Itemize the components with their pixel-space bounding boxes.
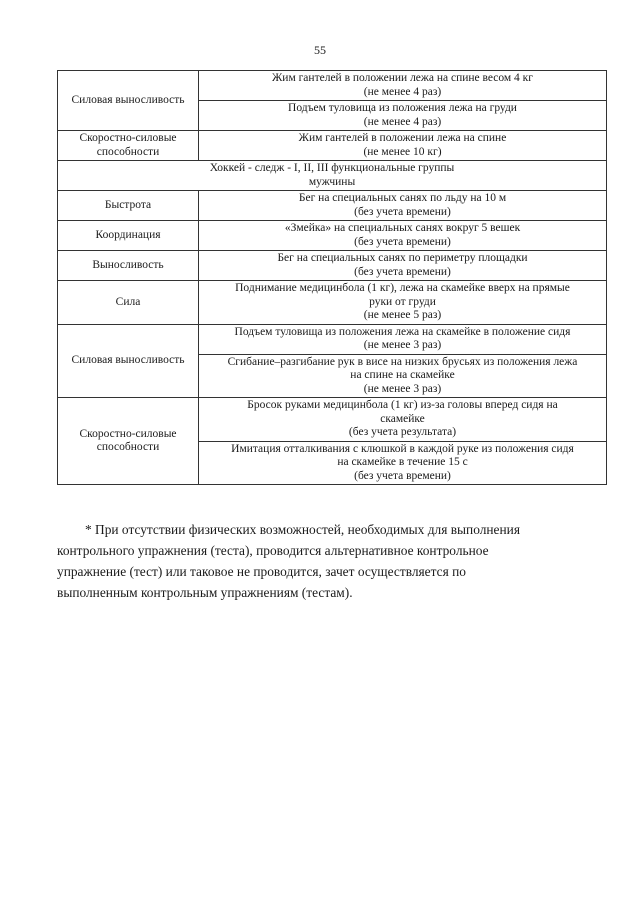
quality-category-line: Выносливость xyxy=(92,258,164,271)
quality-category-cell xyxy=(58,191,199,221)
exercise-cell xyxy=(199,354,607,398)
exercise-line: (не менее 4 раз) xyxy=(363,115,442,128)
table-row xyxy=(58,251,607,281)
quality-category-cell xyxy=(58,324,199,398)
quality-category-line: Силовая выносливость xyxy=(71,354,185,366)
exercise-line: Сгибание–разгибание рук в висе на низких брусьях из положения лежа xyxy=(227,355,578,368)
exercise-line: на спине на скамейке xyxy=(350,369,455,381)
page-number: 55 xyxy=(314,43,326,57)
quality-category-line: Быстрота xyxy=(104,198,152,211)
exercise-line: (без учета времени) xyxy=(354,235,451,248)
footnote-line: упражнение (тест) или таковое не проводится, зачет осуществляется по xyxy=(57,564,466,579)
table-row xyxy=(58,398,607,442)
exercise-line: (без учета времени) xyxy=(354,205,451,218)
section-heading-line: Хоккей - следж - I, II, III функциональные группы xyxy=(209,162,455,174)
section-heading xyxy=(58,161,607,191)
exercise-line: на скамейке в течение 15 с xyxy=(337,456,468,468)
table-row xyxy=(58,71,607,101)
quality-category-line: Силовая выносливость xyxy=(71,93,185,106)
exercise-line: (не менее 10 кг) xyxy=(363,145,442,158)
exercise-cell xyxy=(199,281,607,325)
standards-table xyxy=(57,70,607,485)
quality-category-line: Скоростно-силовые xyxy=(79,132,177,144)
quality-category-cell xyxy=(58,398,199,485)
exercise-line: Бег на специальных санях по периметру площадки xyxy=(277,252,528,264)
exercise-cell xyxy=(199,191,607,221)
table-row xyxy=(58,281,607,325)
exercise-line: Подъем туловища из положения лежа на скамейке в положение сидя xyxy=(234,325,571,338)
quality-category-line: способности xyxy=(96,145,160,158)
exercise-line: Бросок руками медицинбола (1 кг) из-за головы вперед сидя на xyxy=(247,399,558,411)
quality-category-cell xyxy=(58,131,199,161)
exercise-line: (без учета времени) xyxy=(354,265,451,278)
exercise-line: (не менее 4 раз) xyxy=(363,85,442,98)
exercise-cell xyxy=(199,71,607,101)
table-body xyxy=(58,71,607,485)
exercise-cell xyxy=(199,221,607,251)
exercise-line: Подъем туловища из положения лежа на груди xyxy=(288,102,517,114)
exercise-line: Жим гантелей в положении лежа на спине xyxy=(298,132,507,144)
exercise-cell xyxy=(199,251,607,281)
quality-category-cell xyxy=(58,251,199,281)
quality-category-line: способности xyxy=(96,441,160,453)
exercise-line: (без учета времени) xyxy=(354,469,451,482)
quality-category-cell xyxy=(58,71,199,131)
exercise-line: (не менее 3 раз) xyxy=(363,382,442,395)
exercise-line: (не менее 5 раз) xyxy=(363,309,442,321)
table-row xyxy=(58,324,607,354)
section-row xyxy=(58,161,607,191)
exercise-cell xyxy=(199,324,607,354)
exercise-line: (без учета результата) xyxy=(348,426,457,438)
exercise-line: «Змейка» на специальных санях вокруг 5 вешек xyxy=(284,222,521,234)
exercise-line: руки от груди xyxy=(369,295,436,308)
quality-category-cell xyxy=(58,281,199,325)
quality-category-line: Сила xyxy=(115,295,141,308)
quality-category-line: Скоростно-силовые xyxy=(79,427,177,440)
footnote-line: выполненным контрольным упражнениям (тестам). xyxy=(57,585,353,600)
footnote xyxy=(57,519,603,603)
quality-category-cell xyxy=(58,221,199,251)
exercise-cell xyxy=(199,398,607,442)
quality-category-line: Координация xyxy=(95,228,161,241)
exercise-cell xyxy=(199,131,607,161)
footnote-line: контрольного упражнения (теста), проводится альтернативное контрольное xyxy=(57,543,489,558)
exercise-line: Поднимание медицинбола (1 кг), лежа на скамейке вверх на прямые xyxy=(235,282,570,294)
exercise-line: (не менее 3 раз) xyxy=(363,339,442,351)
exercise-line: Имитация отталкивания с клюшкой в каждой руке из положения сидя xyxy=(231,442,574,455)
section-heading-line: мужчины xyxy=(308,175,356,188)
table-row xyxy=(58,191,607,221)
exercise-line: Жим гантелей в положении лежа на спине весом 4 кг xyxy=(271,72,533,84)
exercise-cell xyxy=(199,101,607,131)
exercise-line: скамейке xyxy=(380,412,425,425)
table-row xyxy=(58,221,607,251)
footnote-line: * При отсутствии физических возможностей, необходимых для выполнения xyxy=(85,522,520,537)
exercise-line: Бег на специальных санях по льду на 10 м xyxy=(298,192,507,204)
exercise-cell xyxy=(199,441,607,485)
table-row xyxy=(58,131,607,161)
